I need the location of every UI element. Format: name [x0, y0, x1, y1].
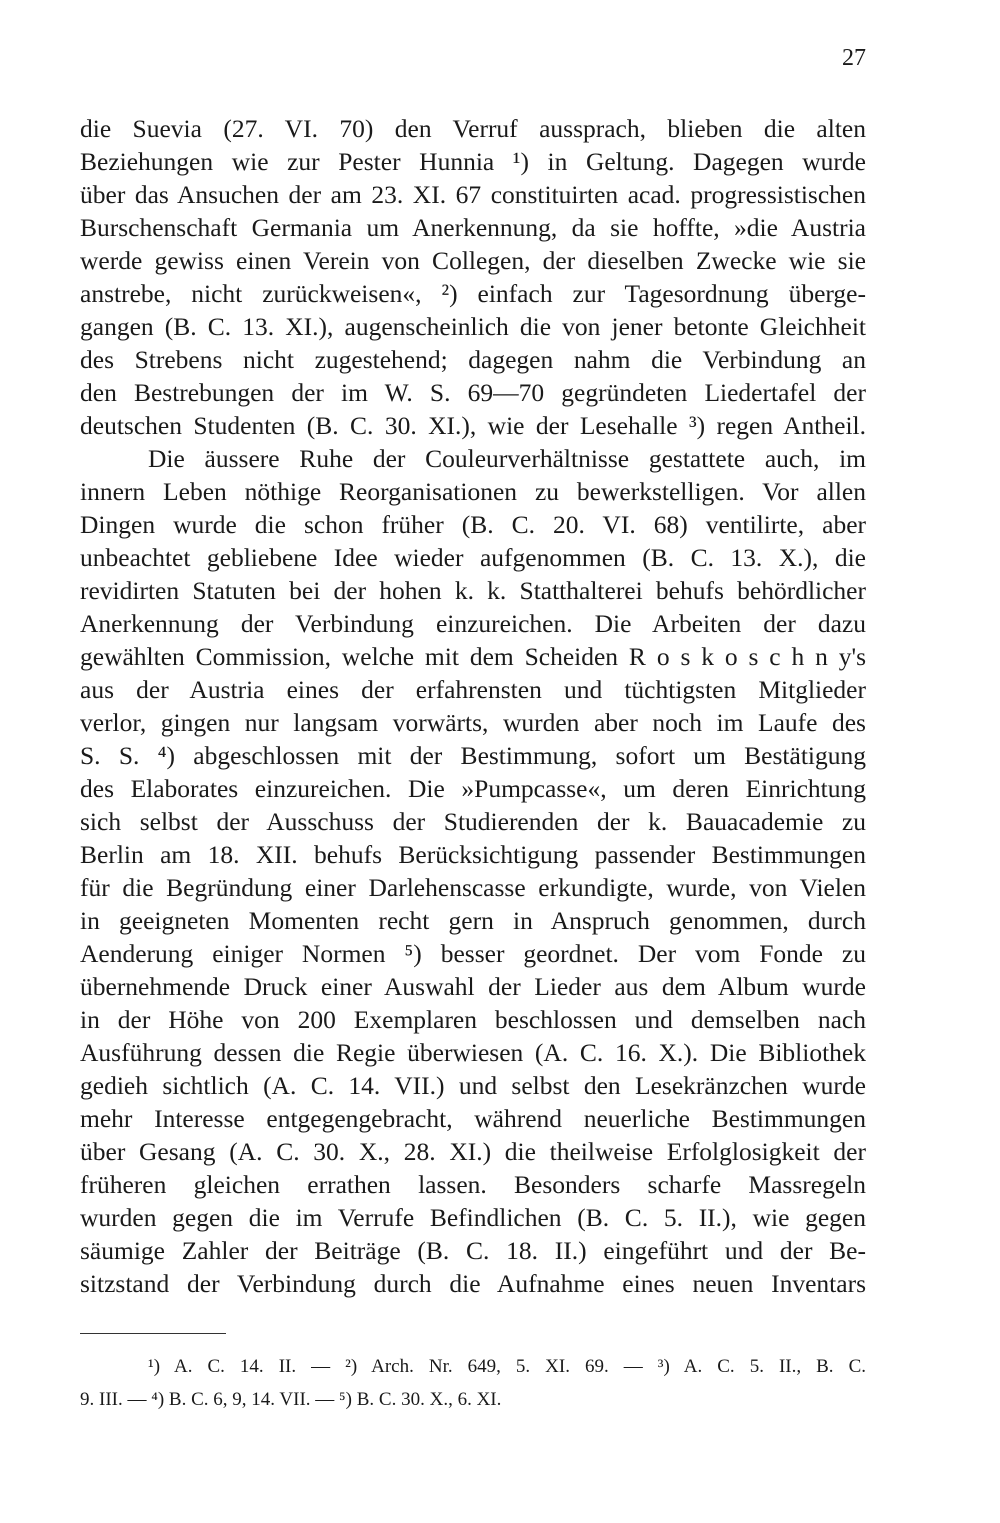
text-line-paragraph-start: Die äussere Ruhe der Couleurverhältnisse gestattete auch, im [148, 444, 866, 473]
text-line: säumige Zahler der Beiträge (B. C. 18. II.) eingeführt und der Be- [80, 1236, 866, 1265]
text-line: unbeachtet gebliebene Idee wieder aufgenommen (B. C. 13. X.), die [80, 543, 866, 572]
text-line: des Elaborates einzureichen. Die »Pumpcasse«, um deren Einrichtung [80, 774, 866, 803]
footnote-line: ¹) A. C. 14. II. — ²) Arch. Nr. 649, 5. XI. 69. — ³) A. C. 5. II., B. C. [148, 1356, 866, 1377]
text-line: für die Begründung einer Darlehenscasse erkundigte, wurde, von Vielen [80, 873, 866, 902]
text-line: anstrebe, nicht zurückweisen«, ²) einfach zur Tagesordnung überge- [80, 279, 866, 308]
text-line: innern Leben nöthige Reorganisationen zu bewerkstelligen. Vor allen [80, 477, 866, 506]
page-number: 27 [842, 45, 866, 71]
footnote-divider [80, 1333, 226, 1334]
text-line: sich selbst der Ausschuss der Studierenden der k. Bauacademie zu [80, 807, 866, 836]
text-line: sitzstand der Verbindung durch die Aufnahme eines neuen Inventars [80, 1269, 866, 1298]
text-line: mehr Interesse entgegengebracht, während neuerliche Bestimmungen [80, 1104, 866, 1133]
text-line: deutschen Studenten (B. C. 30. XI.), wie der Lesehalle ³) regen Antheil. [80, 411, 866, 440]
text-line: verlor, gingen nur langsam vorwärts, wurden aber noch im Laufe des [80, 708, 866, 737]
text-line: gedieh sichtlich (A. C. 14. VII.) und selbst den Lesekränzchen wurde [80, 1071, 866, 1100]
body-text [80, 112, 866, 1300]
text-line: werde gewiss einen Verein von Collegen, der dieselben Zwecke wie sie [80, 246, 866, 275]
text-line: S. S. ⁴) abgeschlossen mit der Bestimmung, sofort um Bestätigung [80, 741, 866, 770]
text-line: gewählten Commission, welche mit dem Scheiden R o s k o s c h n y's [80, 642, 866, 671]
text-line: über Gesang (A. C. 30. X., 28. XI.) die theilweise Erfolglosigkeit der [80, 1137, 866, 1166]
text-line: revidirten Statuten bei der hohen k. k. Statthalterei behufs behördlicher [80, 576, 866, 605]
text-line: Anerkennung der Verbindung einzureichen. Die Arbeiten der dazu [80, 609, 866, 638]
text-line: Dingen wurde die schon früher (B. C. 20. VI. 68) ventilirte, aber [80, 510, 866, 539]
text-line: über das Ansuchen der am 23. XI. 67 constituirten acad. progressistischen [80, 180, 866, 209]
footnotes [80, 1350, 866, 1416]
text-line: in der Höhe von 200 Exemplaren beschlossen und demselben nach [80, 1005, 866, 1034]
text-line: aus der Austria eines der erfahrensten und tüchtigsten Mitglieder [80, 675, 866, 704]
text-line: die Suevia (27. VI. 70) den Verruf aussprach, blieben die alten [80, 114, 866, 143]
text-line: wurden gegen die im Verrufe Befindlichen (B. C. 5. II.), wie gegen [80, 1203, 866, 1232]
text-line: Burschenschaft Germania um Anerkennung, da sie hoffte, »die Austria [80, 213, 866, 242]
text-line: des Strebens nicht zugestehend; dagegen nahm die Verbindung an [80, 345, 866, 374]
text-line: Ausführung dessen die Regie überwiesen (A. C. 16. X.). Die Bibliothek [80, 1038, 866, 1067]
text-line: Berlin am 18. XII. behufs Berücksichtigung passender Bestimmungen [80, 840, 866, 869]
text-line: übernehmende Druck einer Auswahl der Lieder aus dem Album wurde [80, 972, 866, 1001]
text-line: den Bestrebungen der im W. S. 69—70 gegründeten Liedertafel der [80, 378, 866, 407]
text-line: früheren gleichen errathen lassen. Besonders scharfe Massregeln [80, 1170, 866, 1199]
text-line: in geeigneten Momenten recht gern in Anspruch genommen, durch [80, 906, 866, 935]
text-line: Aenderung einiger Normen ⁵) besser geordnet. Der vom Fonde zu [80, 939, 866, 968]
footnote-line: 9. III. — ⁴) B. C. 6, 9, 14. VII. — ⁵) B. C. 30. X., 6. XI. [80, 1389, 502, 1410]
text-line: gangen (B. C. 13. XI.), augenscheinlich die von jener betonte Gleichheit [80, 312, 866, 341]
text-line: Beziehungen wie zur Pester Hunnia ¹) in Geltung. Dagegen wurde [80, 147, 866, 176]
